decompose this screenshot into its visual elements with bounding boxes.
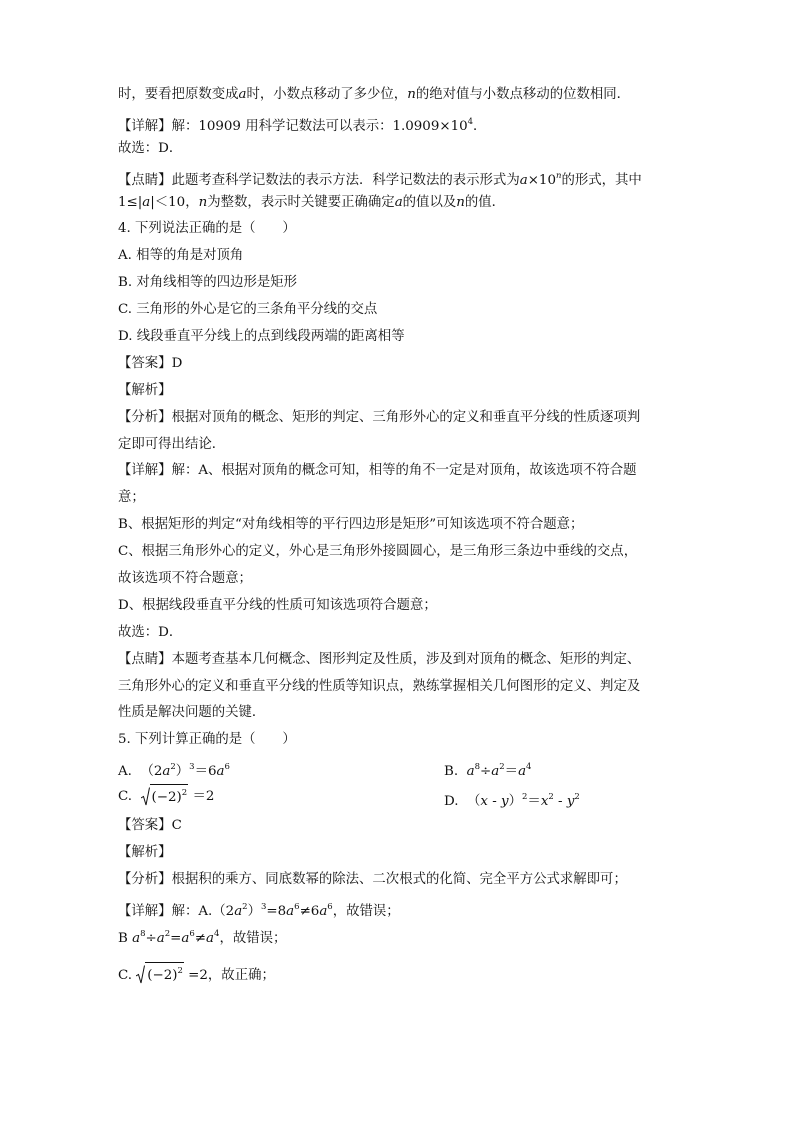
section-tag: 【分析】 [118,871,172,887]
text: （2 [140,764,163,780]
exponent: 6 [294,901,300,912]
text-line [118,700,678,727]
section-tag: 【答案】 [118,818,172,834]
exponent: 2 [181,787,188,798]
var: a [234,903,243,919]
document-page [118,82,678,992]
exponent: 2 [522,792,528,803]
text: 5. 下列计算正确的是（ ） [118,732,296,748]
text-line [118,458,678,485]
var: n [407,87,416,102]
text: ≠6 [299,903,320,919]
var: n [456,194,465,210]
var: a [491,764,500,780]
exponent: 4 [526,762,532,773]
text: 1≤| [118,194,143,210]
text: (−2) [147,968,178,984]
text: =8 [266,903,287,919]
text-line [118,620,678,647]
text: C. 三角形的外心是它的三条角平分线的交点 [118,302,378,318]
text: 定即可得出结论． [118,436,226,452]
text: ． [473,118,487,134]
text: 三角形外心的定义和垂直平分线的性质等知识点，熟练掌握相关几何图形的定义、判定及 [118,678,641,694]
text: 根据积的乘方、同底数幂的除法、二次根式的化简、完全平方公式求解即可； [171,871,627,887]
var: a [466,764,475,780]
var: a [156,930,165,946]
option-d [118,324,678,351]
spacer [118,948,678,960]
exponent: 4 [467,116,474,127]
text: = [170,930,182,946]
text: =2，故正确； [188,967,275,983]
section-tag: 【详解】 [118,903,172,919]
option-label: D. [444,794,459,810]
options-row-cd [118,781,678,813]
exponent: 3 [189,762,195,773]
text: - [553,794,567,810]
text: ，故错误； [219,930,287,946]
exponent: 2 [170,762,176,773]
text-line [118,894,678,921]
question-4-stem [118,216,678,243]
option-label: C. [118,789,133,805]
text: 根据对顶角的概念、矩形的判定、三角形外心的定义和垂直平分线的性质逐项判 [171,409,641,425]
section-tag: 【分析】 [118,409,172,425]
var: y [501,794,509,810]
radicand [150,784,189,806]
option-label: A. [118,764,132,780]
options-row-ab [118,754,678,781]
text: B [118,930,133,946]
text: 解：A、根据对顶角的概念可知，相等的角不一定是对顶角，故该选项不符合题 [171,463,637,479]
text: 本题考查基本几何概念、图形判定及性质，涉及到对顶角的概念、矩形的判定、 [171,651,641,667]
option-a [118,243,678,270]
text-line [118,539,678,566]
var: a [142,194,151,210]
answer-value: C [171,818,182,834]
text: C、根据三角形外心的定义，外心是三角形外接圆圆心，是三角形三条边中垂线的交点， [118,544,638,560]
text: 的形式，其中 [561,172,642,188]
exponent: 8 [140,928,146,939]
text-line [118,921,678,948]
text: （ [467,794,481,810]
text-line [118,867,678,894]
text: 意； [118,490,145,506]
text-line [118,674,678,701]
text: C. [118,967,137,983]
text: 性质是解决问题的关键． [118,705,266,721]
option-label: B. [444,764,459,780]
exponent: 2 [242,901,248,912]
section-tag: 【答案】 [118,355,172,371]
exponent: 2 [164,928,171,939]
text-line [118,405,678,432]
analysis-heading [118,840,678,867]
text: - [487,794,502,810]
var: a [394,194,403,210]
section-tag: 【详解】 [118,118,172,134]
text: 的绝对值与小数点移动的位数相同． [415,87,631,102]
var: n [198,194,208,210]
option-c [118,789,214,804]
text-line [118,566,678,593]
analysis-heading [118,378,678,405]
exponent: 2 [499,762,505,773]
exponent: 6 [189,928,195,939]
text: 此题考查科学记数法的表示方法．科学记数法的表示形式为 [171,172,520,188]
text: ÷ [480,764,492,780]
text-line [118,647,678,674]
text: 解：A.（2 [171,903,235,919]
var: y [566,794,575,810]
text-line [118,512,678,539]
option-a [118,764,230,779]
var: a [518,764,527,780]
var: a [216,764,225,780]
text: 时，小数点移动了多少位， [246,87,408,102]
exponent: 6 [224,762,230,773]
section-tag: 【点睛】 [118,651,172,667]
text-line [118,485,678,512]
exponent: 6 [327,901,333,912]
text: ） [508,794,522,810]
text: B. 对角线相等的四边形是矩形 [118,275,298,291]
exponent: 4 [214,928,220,939]
text: ≠ [194,930,207,946]
text: 的值． [464,194,506,210]
text: ） [175,764,190,780]
text-line [118,109,678,136]
question-5-stem [118,727,678,754]
var: a [286,903,295,919]
answer-line [118,813,678,840]
exponent: 2 [177,966,183,977]
var: a [181,930,190,946]
text-line [118,136,678,163]
text-line [118,432,678,459]
var: a [519,172,528,188]
var: a [319,903,328,919]
text: A. 相等的角是对顶角 [118,248,244,264]
square-root [141,784,189,806]
var: a [238,87,247,102]
section-tag: 【点睛】 [118,172,172,188]
text-line [118,593,678,620]
text: ＝ [527,794,541,810]
text: 故选：D． [118,140,183,156]
option-b [118,270,678,297]
square-root [136,962,184,984]
text: (−2) [151,789,182,805]
text: ，故错误； [332,903,400,919]
text: |＜10， [150,194,199,210]
text: 的值以及 [402,194,457,210]
section-tag: 【详解】 [118,463,172,479]
exponent: 2 [574,792,580,803]
text: ÷ [145,930,157,946]
text-line [118,960,678,992]
section-tag: 【解析】 [118,845,172,861]
text: D、根据线段垂直平分线的性质可知该选项符合题意； [118,597,437,613]
var: a [162,764,171,780]
var: x [480,794,488,810]
text: ＝2 [192,789,215,805]
text-line [118,190,678,217]
text-line [118,163,678,190]
section-tag: 【解析】 [118,382,172,398]
radical-sign-icon [141,787,150,806]
answer-line [118,351,678,378]
text: ＝ [504,764,519,780]
exponent: 2 [548,792,554,803]
text: 为整数，表示时关键要正确确定 [207,194,395,210]
text: ） [247,903,261,919]
option-c [118,297,678,324]
text: 时，要看把原数变成 [118,87,239,102]
text: 故选：D． [118,624,183,640]
text: 故该选项不符合题意； [118,571,252,587]
exponent: 3 [260,901,267,912]
text: ×10 [527,172,556,188]
text: 解：10909 用科学记数法可以表示：1.0909×10 [171,118,468,134]
var: x [540,794,549,810]
exponent: 8 [474,762,481,773]
radicand [145,962,184,984]
text: D. 线段垂直平分线上的点到线段两端的距离相等 [118,329,405,345]
var: a [132,930,141,946]
text: 4. 下列说法正确的是（ ） [118,221,296,237]
radical-sign-icon [136,965,145,984]
exponent: n [555,170,562,181]
var: a [206,930,215,946]
text-line [118,82,678,109]
text: B、根据矩形的判定“对角线相等的平行四边形是矩形”可知该选项不符合题意； [118,517,584,533]
answer-value: D [171,355,183,371]
text: ＝6 [194,764,217,780]
